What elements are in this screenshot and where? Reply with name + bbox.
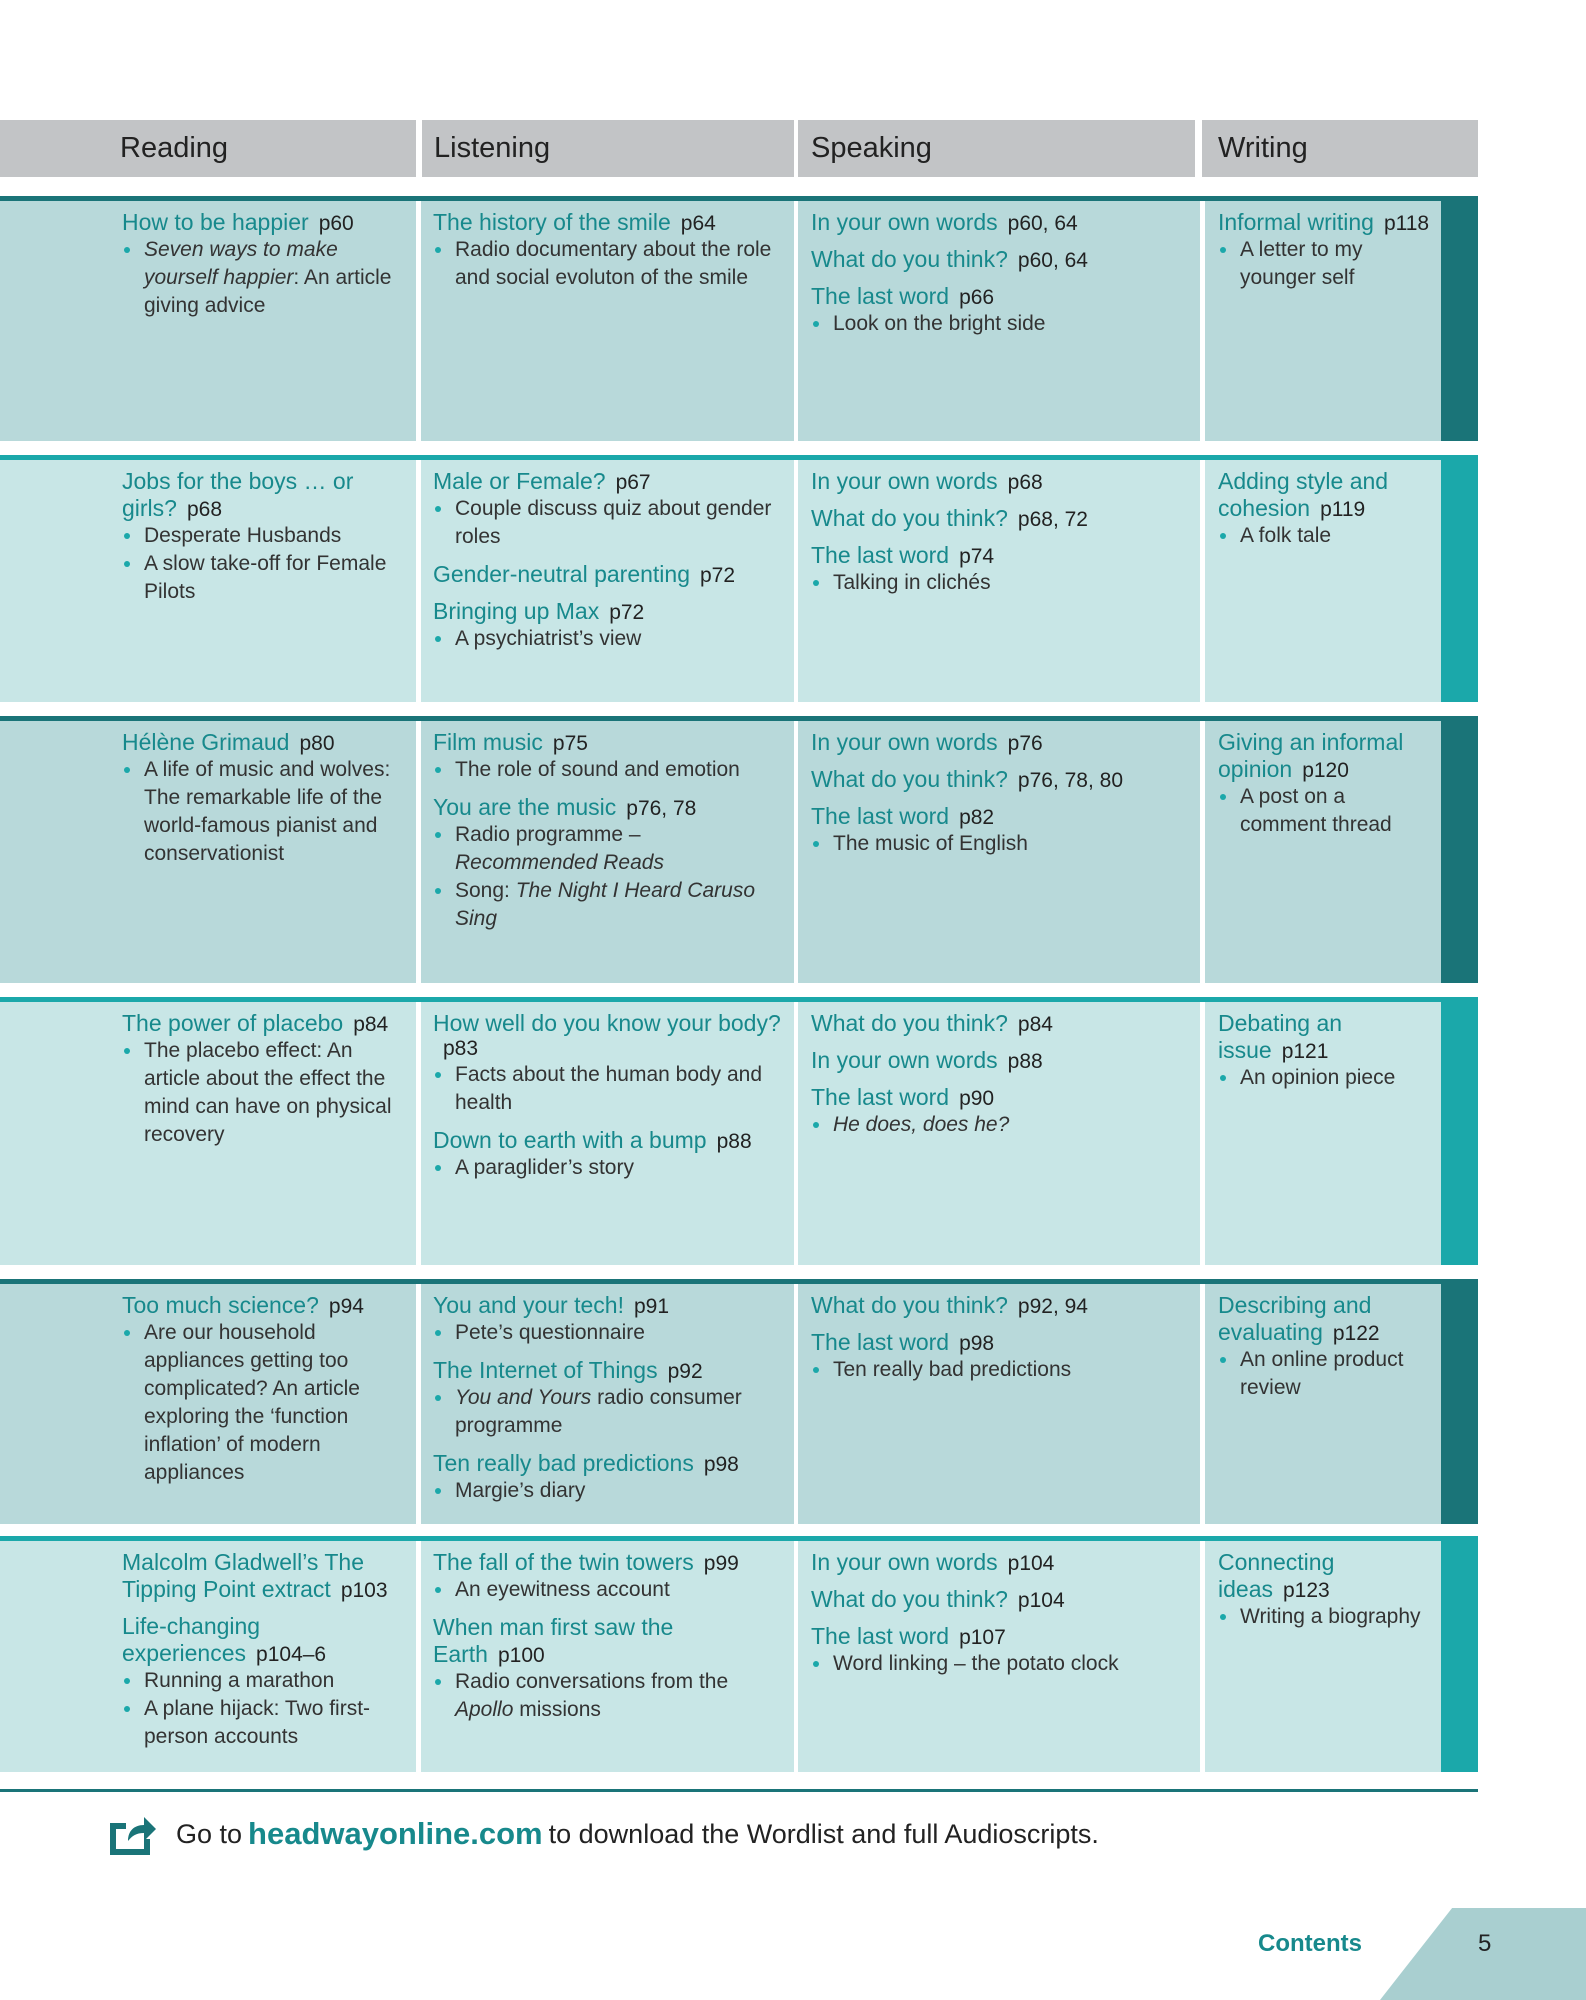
- entry-heading: [811, 1329, 1190, 1356]
- entry-bullet: [122, 1695, 402, 1751]
- entry-title[interactable]: Hélène Grimaud: [122, 729, 290, 755]
- entry-heading: [433, 794, 782, 821]
- bullet-text: Ten really bad predictions: [833, 1358, 1072, 1381]
- entry-bullet: [811, 569, 1190, 597]
- entry-page: p84: [353, 1013, 389, 1036]
- entry-title[interactable]: In your own words: [811, 209, 998, 235]
- entry-bullet: [433, 1319, 782, 1347]
- listening-cell: [421, 1002, 794, 1265]
- entry-page: p91: [633, 1295, 670, 1318]
- listening-cell: [421, 201, 794, 441]
- bullet-text: A post on a comment thread: [1240, 785, 1392, 836]
- entry-page: p76, 78: [626, 797, 697, 820]
- bullet-text: The Night I Heard Caruso Sing: [455, 879, 755, 930]
- entry-page: p99: [703, 1552, 739, 1575]
- writing-cell: [1205, 721, 1441, 983]
- entry-heading: [1218, 1292, 1433, 1346]
- entry-title[interactable]: Ten really bad predictions: [433, 1450, 694, 1476]
- unit-row: [0, 455, 1478, 702]
- entry-heading: [1218, 468, 1433, 522]
- contents-entry: [433, 1614, 782, 1724]
- entry-title[interactable]: Bringing up Max: [433, 598, 600, 624]
- entry-page: p82: [959, 806, 995, 829]
- contents-entry: [122, 1613, 402, 1751]
- entry-page: p119: [1320, 498, 1366, 521]
- reading-cell: [0, 1002, 416, 1265]
- entry-bullet: [811, 1650, 1190, 1678]
- entry-heading: [122, 1613, 402, 1667]
- entry-title[interactable]: Jobs for the boys … or girls?: [122, 468, 354, 521]
- entry-heading: [433, 1357, 782, 1384]
- entry-title[interactable]: Too much science?: [122, 1292, 319, 1318]
- unit-row: [0, 716, 1478, 983]
- entry-heading: [122, 1010, 402, 1037]
- entry-title[interactable]: Down to earth with a bump: [433, 1127, 707, 1153]
- listening-cell: [421, 460, 794, 702]
- entry-page: p72: [700, 564, 736, 587]
- entry-heading: [811, 803, 1190, 830]
- bullet-text: Look on the bright side: [833, 312, 1046, 335]
- speaking-cell: [798, 1541, 1200, 1772]
- entry-title[interactable]: What do you think?: [811, 1010, 1008, 1036]
- bullet-text: The placebo effect: An article about the effect the mind can have on physical recovery: [144, 1039, 392, 1146]
- speaking-cell: [798, 460, 1200, 702]
- entry-title[interactable]: What do you think?: [811, 505, 1008, 531]
- entry-title[interactable]: Connecting ideas: [1218, 1549, 1335, 1602]
- contents-entry: [433, 1292, 782, 1347]
- contents-entry: [811, 1047, 1190, 1074]
- entry-bullet: [122, 236, 402, 320]
- contents-entry: [433, 598, 782, 653]
- entry-bullet: [1218, 1603, 1433, 1631]
- entry-title[interactable]: The fall of the twin towers: [433, 1549, 694, 1575]
- entry-page: p94: [328, 1295, 364, 1318]
- contents-entry: [811, 766, 1190, 793]
- contents-entry: [122, 468, 402, 606]
- entry-bullet: [433, 1668, 782, 1724]
- entry-heading: [1218, 209, 1433, 236]
- bullet-text: Writing a biography: [1240, 1605, 1421, 1628]
- entry-page: p98: [959, 1332, 995, 1355]
- entry-title[interactable]: The Internet of Things: [433, 1357, 658, 1383]
- entry-heading: [811, 246, 1190, 273]
- contents-entry: [433, 561, 782, 588]
- entry-page: p60, 64: [1017, 249, 1088, 272]
- contents-entry: [811, 1329, 1190, 1384]
- contents-entry: [433, 1549, 782, 1604]
- entry-bullet: [811, 1356, 1190, 1384]
- entry-bullet: [122, 550, 402, 606]
- bullet-text: A letter to my younger self: [1240, 238, 1363, 289]
- entry-bullet: [433, 1154, 782, 1182]
- entry-bullet: [433, 236, 782, 292]
- entry-page: p92: [667, 1360, 703, 1383]
- bullet-text: Margie’s diary: [455, 1479, 586, 1502]
- contents-entry: [1218, 729, 1433, 839]
- entry-page: p60: [318, 212, 354, 235]
- contents-entry: [433, 209, 782, 292]
- writing-cell: [1205, 1002, 1441, 1265]
- bullet-text: An online product review: [1240, 1348, 1404, 1399]
- reading-cell: [0, 460, 416, 702]
- bullet-text: Radio programme –: [455, 823, 641, 846]
- contents-entry: [433, 1357, 782, 1440]
- entry-heading: [122, 468, 402, 522]
- entry-title[interactable]: When man first saw the Earth: [433, 1614, 674, 1667]
- contents-entry: [811, 1586, 1190, 1613]
- entry-heading: [811, 1586, 1190, 1613]
- bullet-text: A paraglider’s story: [455, 1156, 634, 1179]
- unit-row: [0, 196, 1478, 441]
- entry-title[interactable]: Film music: [433, 729, 543, 755]
- entry-title[interactable]: What do you think?: [811, 1586, 1008, 1612]
- entry-bullet: [1218, 236, 1433, 292]
- entry-page: p64: [680, 212, 716, 235]
- header-speaking: [798, 120, 1195, 177]
- writing-cell: [1205, 201, 1441, 441]
- entry-bullet: [433, 1576, 782, 1604]
- header-reading: [0, 120, 416, 177]
- entry-bullet: [1218, 522, 1433, 550]
- entry-title[interactable]: The history of the smile: [433, 209, 671, 235]
- entry-heading: [1218, 1549, 1433, 1603]
- entry-page: p76, 78, 80: [1017, 769, 1123, 792]
- bullet-text: Song:: [455, 879, 516, 902]
- entry-title[interactable]: In your own words: [811, 468, 998, 494]
- entry-bullet: [122, 1667, 402, 1695]
- footer-link[interactable]: headwayonline.com: [248, 1816, 543, 1851]
- entry-page: p72: [609, 601, 645, 624]
- contents-entry: [811, 468, 1190, 495]
- entry-page: p74: [959, 545, 995, 568]
- entry-page: p67: [615, 471, 651, 494]
- entry-bullet: [433, 1061, 782, 1117]
- header-label: Speaking: [811, 132, 932, 164]
- entry-bullet: [433, 625, 782, 653]
- entry-title[interactable]: The last word: [811, 1329, 950, 1355]
- contents-entry: [811, 283, 1190, 338]
- entry-bullet: [122, 1319, 402, 1487]
- entry-title[interactable]: Informal writing: [1218, 209, 1374, 235]
- entry-heading: [811, 209, 1190, 236]
- entry-bullet: [1218, 783, 1433, 839]
- entry-page: p121: [1281, 1040, 1329, 1063]
- entry-heading: [811, 766, 1190, 793]
- bullet-text: A psychiatrist’s view: [455, 627, 642, 650]
- bullet-text: Are our household appliances getting too complicated? An article exploring the ‘function inflation’ of modern appliances: [144, 1321, 360, 1484]
- entry-heading: [122, 729, 402, 756]
- contents-entry: [811, 803, 1190, 858]
- reading-cell: [0, 1541, 416, 1772]
- unit-row: [0, 1279, 1478, 1524]
- reading-cell: [0, 721, 416, 983]
- contents-entry: [122, 209, 402, 320]
- entry-bullet: [1218, 1064, 1433, 1092]
- contents-entry: [1218, 209, 1433, 292]
- page-number: 5: [1478, 1930, 1492, 1957]
- speaking-cell: [798, 1284, 1200, 1524]
- entry-heading: [433, 209, 782, 236]
- entry-heading: [811, 283, 1190, 310]
- contents-entry: [433, 729, 782, 784]
- bullet-text: : An article giving advice: [144, 266, 392, 317]
- unit-row: [0, 1536, 1478, 1772]
- entry-title[interactable]: What do you think?: [811, 766, 1008, 792]
- footer-suffix: to download the Wordlist and full Audioscripts.: [548, 1818, 1099, 1849]
- entry-bullet: [122, 756, 402, 868]
- contents-entry: [1218, 1010, 1433, 1092]
- entry-bullet: [811, 1111, 1190, 1139]
- contents-entry: [433, 1010, 782, 1117]
- contents-entry: [122, 1549, 402, 1603]
- bullet-text: An opinion piece: [1240, 1066, 1396, 1089]
- entry-heading: [811, 1549, 1190, 1576]
- entry-heading: [433, 1549, 782, 1576]
- entry-heading: [811, 1623, 1190, 1650]
- entry-bullet: [122, 522, 402, 550]
- entry-title[interactable]: What do you think?: [811, 1292, 1008, 1318]
- bullet-text: A life of music and wolves: The remarkable life of the world-famous pianist and conservationist: [144, 758, 391, 865]
- entry-page: p84: [1017, 1013, 1053, 1036]
- bullet-text: You and Yours: [455, 1386, 592, 1409]
- bullet-text: Seven ways to make yourself happier: [144, 238, 338, 289]
- footer-note: [106, 1808, 1099, 1860]
- entry-page: p92, 94: [1017, 1295, 1088, 1318]
- entry-page: p104–6: [256, 1643, 327, 1666]
- entry-title[interactable]: You and your tech!: [433, 1292, 624, 1318]
- entry-heading: [433, 1614, 782, 1668]
- contents-entry: [811, 729, 1190, 756]
- entry-bullet: [433, 495, 782, 551]
- contents-entry: [433, 468, 782, 551]
- entry-heading: [122, 209, 402, 236]
- entry-bullet: [433, 821, 782, 877]
- entry-heading: [811, 542, 1190, 569]
- contents-entry: [122, 729, 402, 868]
- writing-cell: [1205, 1541, 1441, 1772]
- entry-heading: [811, 1010, 1190, 1037]
- entry-bullet: [811, 310, 1190, 338]
- footer-rule: [0, 1789, 1478, 1792]
- listening-cell: [421, 721, 794, 983]
- entry-title[interactable]: Male or Female?: [433, 468, 606, 494]
- speaking-cell: [798, 201, 1200, 441]
- speaking-cell: [798, 1002, 1200, 1265]
- contents-entry: [811, 1623, 1190, 1678]
- entry-page: p76: [1007, 732, 1043, 755]
- header-label: Listening: [434, 132, 551, 164]
- row-edge-tab: [1441, 721, 1478, 983]
- row-edge-tab: [1441, 1002, 1478, 1265]
- contents-entry: [1218, 468, 1433, 550]
- bullet-text: Talking in clichés: [833, 571, 991, 594]
- entry-page: p60, 64: [1007, 212, 1078, 235]
- contents-entry: [811, 1084, 1190, 1139]
- footer-prefix: Go to: [176, 1818, 243, 1849]
- bullet-text: Facts about the human body and health: [455, 1063, 763, 1114]
- entry-page: p66: [959, 286, 995, 309]
- contents-entry: [1218, 1549, 1433, 1631]
- contents-entry: [811, 505, 1190, 532]
- entry-heading: [811, 1084, 1190, 1111]
- entry-page: p104: [1017, 1589, 1065, 1612]
- entry-heading: [433, 598, 782, 625]
- entry-heading: [1218, 729, 1433, 783]
- contents-entry: [811, 246, 1190, 273]
- bullet-text: A plane hijack: Two first-person accounts: [144, 1697, 371, 1748]
- entry-heading: [433, 561, 782, 588]
- entry-page: p83: [443, 1037, 479, 1060]
- writing-cell: [1205, 460, 1441, 702]
- entry-title[interactable]: The last word: [811, 542, 950, 568]
- entry-bullet: [433, 756, 782, 784]
- bullet-text: Pete’s questionnaire: [455, 1321, 645, 1344]
- entry-page: p107: [959, 1626, 1006, 1649]
- unit-row: [0, 997, 1478, 1265]
- entry-heading: [811, 729, 1190, 756]
- header-label: Reading: [120, 132, 229, 164]
- entry-page: p68: [186, 498, 223, 521]
- bullet-text: Running a marathon: [144, 1669, 335, 1692]
- entry-bullet: [1218, 1346, 1433, 1402]
- listening-cell: [421, 1284, 794, 1524]
- entry-heading: [433, 729, 782, 756]
- reading-cell: [0, 1284, 416, 1524]
- entry-bullet: [433, 1477, 782, 1505]
- entry-heading: [811, 505, 1190, 532]
- entry-title[interactable]: How well do you know your body?: [433, 1010, 781, 1036]
- entry-page: p123: [1282, 1579, 1330, 1602]
- contents-entry: [811, 542, 1190, 597]
- entry-heading: [433, 1127, 782, 1154]
- entry-bullet: [122, 1037, 402, 1149]
- entry-title[interactable]: The last word: [811, 803, 950, 829]
- entry-title[interactable]: The last word: [811, 283, 950, 309]
- reading-cell: [0, 201, 416, 441]
- row-edge-tab: [1441, 1284, 1478, 1524]
- row-edge-tab: [1441, 460, 1478, 702]
- entry-heading: [433, 1292, 782, 1319]
- contents-entry: [433, 794, 782, 933]
- entry-title[interactable]: In your own words: [811, 729, 998, 755]
- entry-title[interactable]: Gender-neutral parenting: [433, 561, 690, 587]
- entry-page: p98: [703, 1453, 739, 1476]
- entry-title[interactable]: You are the music: [433, 794, 617, 820]
- entry-title[interactable]: In your own words: [811, 1047, 998, 1073]
- entry-title[interactable]: Debating an issue: [1218, 1010, 1343, 1063]
- bullet-text: A folk tale: [1240, 524, 1332, 547]
- bullet-text: The music of English: [833, 832, 1028, 855]
- entry-title[interactable]: Life-changing experiences: [122, 1613, 261, 1666]
- entry-title[interactable]: Malcolm Gladwell’s The Tipping Point extract: [122, 1549, 365, 1602]
- entry-heading: [811, 1292, 1190, 1319]
- speaking-cell: [798, 721, 1200, 983]
- entry-heading: [433, 1010, 782, 1061]
- entry-page: p88: [1007, 1050, 1043, 1073]
- writing-cell: [1205, 1284, 1441, 1524]
- bullet-text: An eyewitness account: [455, 1578, 670, 1601]
- contents-entry: [811, 1292, 1190, 1319]
- contents-entry: [811, 1549, 1190, 1576]
- entry-heading: [433, 468, 782, 495]
- contents-entry: [1218, 1292, 1433, 1402]
- entry-heading: [1218, 1010, 1433, 1064]
- header-listening: [422, 120, 794, 177]
- contents-entry: [433, 1127, 782, 1182]
- bullet-text: Recommended Reads: [455, 851, 664, 874]
- entry-page: p120: [1302, 759, 1349, 782]
- contents-label: Contents: [1258, 1930, 1362, 1957]
- bullet-text: missions: [513, 1698, 601, 1721]
- entry-bullet: [433, 877, 782, 933]
- entry-title[interactable]: Giving an informal opinion: [1218, 729, 1404, 782]
- entry-heading: [122, 1292, 402, 1319]
- bullet-text: Word linking – the potato clock: [833, 1652, 1119, 1675]
- entry-heading: [433, 1450, 782, 1477]
- bullet-text: He does, does he?: [833, 1113, 1010, 1136]
- header-writing: [1202, 120, 1478, 177]
- entry-page: p103: [340, 1579, 388, 1602]
- entry-page: p68, 72: [1017, 508, 1088, 531]
- row-edge-tab: [1441, 1541, 1478, 1772]
- entry-page: p104: [1007, 1552, 1055, 1575]
- entry-title[interactable]: What do you think?: [811, 246, 1008, 272]
- entry-title[interactable]: In your own words: [811, 1549, 998, 1575]
- entry-page: p90: [959, 1087, 995, 1110]
- entry-title[interactable]: The power of placebo: [122, 1010, 344, 1036]
- entry-heading: [811, 468, 1190, 495]
- external-link-icon: [106, 1811, 158, 1857]
- bullet-text: Desperate Husbands: [144, 524, 342, 547]
- entry-title[interactable]: The last word: [811, 1623, 950, 1649]
- entry-page: p68: [1007, 471, 1043, 494]
- entry-page: p88: [716, 1130, 752, 1153]
- entry-heading: [122, 1549, 402, 1603]
- entry-title[interactable]: How to be happier: [122, 209, 309, 235]
- entry-bullet: [433, 1384, 782, 1440]
- contents-entry: [122, 1010, 402, 1149]
- row-edge-tab: [1441, 201, 1478, 441]
- contents-entry: [433, 1450, 782, 1505]
- bullet-text: A slow take-off for Female Pilots: [144, 552, 387, 603]
- entry-page: p100: [497, 1644, 545, 1667]
- bullet-text: Radio conversations from the: [455, 1670, 729, 1693]
- entry-heading: [811, 1047, 1190, 1074]
- bullet-text: Couple discuss quiz about gender roles: [455, 497, 772, 548]
- bullet-text: Apollo: [455, 1698, 514, 1721]
- entry-title[interactable]: The last word: [811, 1084, 950, 1110]
- entry-title[interactable]: Describing and evaluating: [1218, 1292, 1372, 1345]
- entry-page: p80: [299, 732, 335, 755]
- entry-page: p118: [1383, 212, 1430, 235]
- bullet-text: Radio documentary about the role and social evoluton of the smile: [455, 238, 772, 289]
- entry-title[interactable]: Adding style and cohesion: [1218, 468, 1389, 521]
- listening-cell: [421, 1541, 794, 1772]
- bullet-text: radio consumer programme: [455, 1386, 742, 1437]
- contents-entry: [811, 209, 1190, 236]
- bullet-text: The role of sound and emotion: [455, 758, 740, 781]
- entry-page: p75: [552, 732, 588, 755]
- header-label: Writing: [1218, 132, 1308, 164]
- contents-entry: [811, 1010, 1190, 1037]
- entry-page: p122: [1332, 1322, 1380, 1345]
- contents-entry: [122, 1292, 402, 1487]
- entry-bullet: [811, 830, 1190, 858]
